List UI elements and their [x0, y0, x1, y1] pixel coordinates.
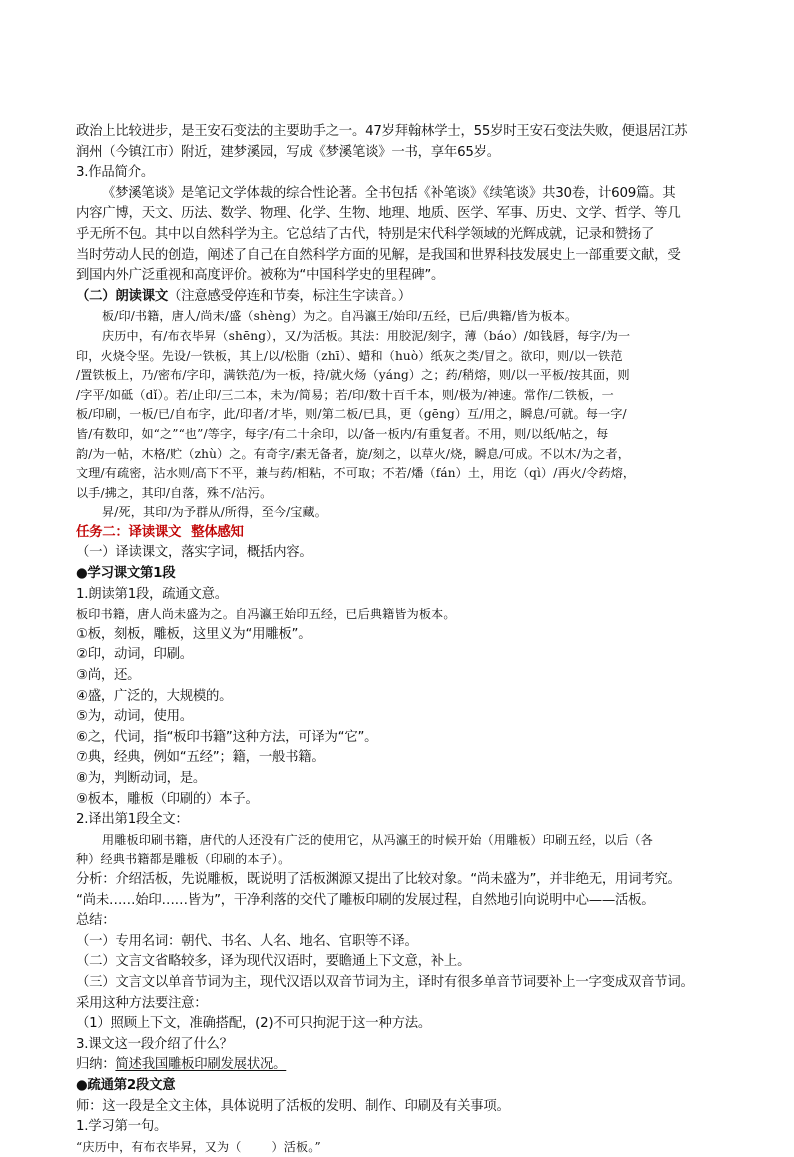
bio-line: 政治上比较进步，是王安石变法的主要助手之一。47岁拜翰林学士，55岁时王安石变法失败，便退居江苏 — [76, 124, 688, 139]
work-line: 到国内外广泛重视和高度评价。被称为“中国科学史的里程碑”。 — [76, 268, 445, 284]
note-item: ①板，刻板，雕板，这里义为“用雕板”。 — [76, 626, 312, 642]
note-item: ⑧为，判断动词，是。 — [76, 771, 207, 786]
document-page — [76, 122, 724, 1157]
text-line: 韵/为一帖，木格/贮（zhù）之。有奇字/素无备者，旋/刻之，以草火/烧，瞬息/可成。不以木/为之者， — [76, 446, 630, 461]
analysis-line: 分析：介绍活板，先说雕板，既说明了活板渊源又提出了比较对象。“尚未盛为”，并非绝无，用词考究。 — [76, 871, 681, 887]
work-line: 当时劳动人民的创造，阐述了自己在自然科学方面的见解，是我国和世界科技发展史上一部重要文献，受 — [76, 247, 681, 263]
task-title — [76, 523, 724, 544]
note-item: ⑤为，动词，使用。 — [76, 709, 193, 725]
answer-line — [76, 1055, 724, 1076]
text-line: /字平/如砥（dǐ）。若/止印/三二本，未为/简易；若/印/数十百千本，则/极为/神速。常作/二铁板，一 — [76, 387, 614, 402]
reading-section — [76, 287, 724, 523]
translation-line: 用雕板印刷书籍，唐代的人还没有广泛的使用它，从冯瀛王的时候开始（用雕板）印刷五经，以后（各 — [102, 832, 653, 847]
work-line: 乎无所不包。其中以自然科学为主。它总结了古代，特别是宋代科学领域的光辉成就，记录和赞扬了 — [76, 226, 655, 242]
summary-item: （三）文言文以单音节词为主，现代汉语以双音节词为主，译时有很多单音节词要补上一字变成双音节词。 — [76, 974, 694, 990]
work-heading: 3.作品简介。 — [76, 165, 154, 181]
answer-label: 归纳： — [76, 1057, 116, 1073]
text-line: 皆/有数印，如“之”“也”/等字，每字/有二十余印，以/备一板内/有重复者。不用，则/以纸/帖之，每 — [76, 426, 609, 441]
para1-section — [76, 564, 724, 1076]
quote-line — [76, 1138, 724, 1157]
note-item: ②印，动词，印刷。 — [76, 647, 193, 663]
summary-title: 总结： — [76, 913, 116, 929]
answer-text: 简述我国雕板印刷发展状况。 — [115, 1057, 287, 1073]
quote-end: ）活板。” — [271, 1139, 321, 1154]
author-intro — [76, 122, 724, 287]
para2-heading: ●疏通第2段文意 — [76, 1077, 176, 1093]
text-line: 庆历中，有/布衣毕昇（shēng），又/为活板。其法：用胶泥/刻字，薄（báo）/如钱唇，每字/为一 — [102, 328, 631, 343]
text-line: 印，火烧令坚。先设/一铁板，其上/以/松脂（zhī）、蜡和（huò）纸灰之类/冒之。欲印，则/以一铁范 — [76, 348, 623, 363]
work-line: 《梦溪笔谈》是笔记文学体裁的综合性论著。全书包括《补笔谈》《续笔谈》共30卷，计609篇。其 — [102, 185, 676, 201]
analysis-line: “尚未……始印……皆为”，干净利落的交代了雕板印刷的发展过程，自然地引向说明中心——活板。 — [76, 892, 655, 908]
note-item: ④盛，广泛的，大规模的。 — [76, 688, 233, 704]
note-item: ③尚，还。 — [76, 668, 141, 684]
translation-line: 种）经典书籍都是雕板（印刷的本子）。 — [76, 852, 291, 867]
text-line: 以手/拂之，其印/自落，殊不/沾污。 — [76, 485, 273, 500]
note-item: ⑦典，经典，例如“五经”；籍，一般书籍。 — [76, 750, 325, 766]
task-step: （一）译读课文，落实字词，概括内容。 — [76, 545, 313, 561]
task-label: 任务二：译读课文 — [76, 524, 182, 540]
quote-start: “庆历中，有布衣毕昇，又为（ — [76, 1139, 242, 1154]
reading-heading-bold: （二）朗读课文 — [76, 288, 168, 304]
note-item: ⑨板本，雕板（印刷的）本子。 — [76, 791, 259, 807]
bio-line: 润州（今镇江市）附近，建梦溪园，写成《梦溪笔谈》一书，享年65岁。 — [76, 144, 500, 160]
summary-item: （二）文言文省略较多，译为现代汉语时，要瞻通上下文意，补上。 — [76, 954, 471, 970]
translation-title: 2.译出第1段全文： — [76, 812, 189, 828]
method-text: （1）照顾上下文，准确搭配，(2)不可只拘泥于这一种方法。 — [76, 1016, 432, 1032]
text-line: /置铁板上，乃/密布/字印，满铁范/为一板，持/就火炀（yáng）之；药/稍熔，则/以一平板/按其面，则 — [76, 368, 630, 383]
text-line: 板/印刷，一板/已/自布字，此/印者/才毕，则/第二板/已具，更（gēng）互/用之，瞬息/可就。每一字/ — [76, 407, 627, 422]
teacher-note: 师：这一段是全文主体，具体说明了活板的发明、制作、印刷及有关事项。 — [76, 1098, 510, 1114]
task-section — [76, 523, 724, 564]
text-line: 昇/死，其印/为予群从/所得，至今/宝藏。 — [102, 505, 328, 520]
summary-item: （一）专用名词：朝代、书名、人名、地名、官职等不译。 — [76, 933, 418, 949]
question-title: 3.课文这一段介绍了什么？ — [76, 1036, 233, 1052]
reading-heading — [76, 287, 724, 308]
task-sub: 整体感知 — [191, 524, 244, 540]
reading-heading-note: （注意感受停连和节奏，标注生字读音。） — [167, 288, 411, 304]
note-item: ⑥之，代词，指“板印书籍”这种方法，可译为“它”。 — [76, 729, 378, 745]
text-line: 文理/有疏密，沾水则/高下不平，兼与药/相粘，不可取；不若/燔（fán）土，用讫（qì）/再火/令药熔， — [76, 466, 636, 481]
para1-source: 板印书籍，唐人尚未盛为之。自冯瀛王始印五经，已后典籍皆为板本。 — [76, 607, 456, 622]
text-line: 板/印/书籍，唐人/尚未/盛（shèng）为之。自冯瀛王/始印/五经，已后/典籍/皆为板本。 — [102, 309, 578, 324]
sub-title: 1.学习第一句。 — [76, 1119, 168, 1135]
method-title: 采用这种方法要注意： — [76, 995, 208, 1011]
para2-section — [76, 1076, 724, 1157]
para1-heading: ●学习课文第1段 — [76, 566, 176, 582]
work-line: 内容广博，天文、历法、数学、物理、化学、生物、地理、地质、医学、军事、历史、文学、哲学、等几 — [76, 206, 681, 222]
para1-read-title: 1.朗读第1段，疏通文意。 — [76, 586, 228, 602]
